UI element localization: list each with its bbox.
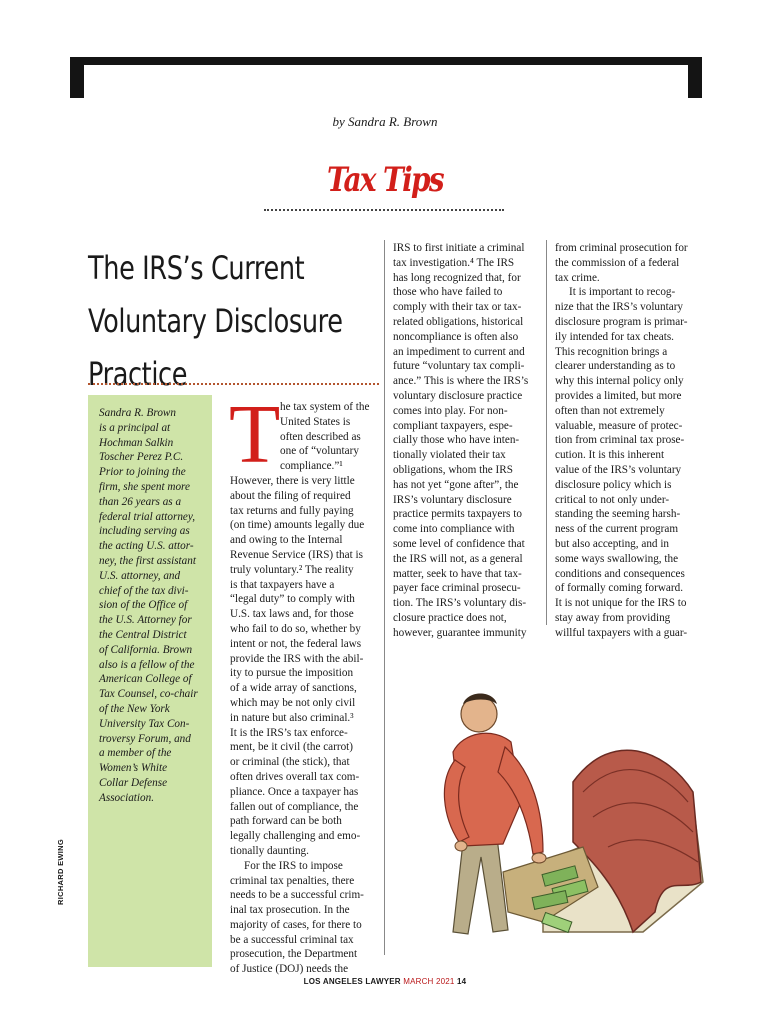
article-headline xyxy=(88,242,343,401)
byline: by Sandra R. Brown xyxy=(332,114,438,129)
text-line: ity to pursue the imposition xyxy=(230,667,354,680)
text-line: provides a limited, but more xyxy=(555,389,682,402)
text-line: compliant taxpayers, espe- xyxy=(393,419,513,432)
text-line: “legal duty” to comply with xyxy=(230,593,355,606)
text-line: U.S. tax laws and, for those xyxy=(230,608,354,621)
text-line: Hochman Salkin xyxy=(99,436,174,449)
text-line: chief of the tax divi- xyxy=(99,584,189,597)
text-line: obligations, whom the IRS xyxy=(393,463,513,476)
text-line: critical to not only under- xyxy=(555,493,670,506)
text-line: he tax system of the xyxy=(280,401,370,413)
author-bio xyxy=(99,406,211,806)
text-line: It is the IRS’s tax enforce- xyxy=(230,726,348,739)
text-line: American College of xyxy=(99,673,192,686)
headline-line: Practice xyxy=(88,355,188,393)
text-line: IRS’s voluntary disclosure xyxy=(393,493,512,506)
text-line: troversy Forum, and xyxy=(99,732,191,745)
text-line: criminal tax penalties, there xyxy=(230,874,355,887)
text-line: voluntary disclosure practice xyxy=(393,389,523,402)
text-line: tionally daunting. xyxy=(230,844,309,857)
text-line: valuable, measure of protec- xyxy=(555,419,683,432)
text-line: Revenue Service (IRS) that is xyxy=(230,548,363,561)
text-line: of formally coming forward. xyxy=(555,582,683,595)
text-line: the commission of a federal xyxy=(555,256,680,269)
text-line: tax investigation.⁴ The IRS xyxy=(393,256,515,269)
text-line: of a wide array of sanctions, xyxy=(230,682,357,695)
text-line: comes into play. For non- xyxy=(393,404,508,417)
text-line: the Central District xyxy=(99,628,187,641)
text-line: cially those who have inten- xyxy=(393,434,520,447)
text-line: This recognition brings a xyxy=(555,345,668,358)
column-name: Tax Tips xyxy=(327,160,443,200)
page-footer xyxy=(250,977,520,986)
text-line: Prior to joining the xyxy=(99,466,186,479)
text-line: practice permits taxpayers to xyxy=(393,508,522,521)
text-line: majority of cases, for there to xyxy=(230,918,362,931)
text-line: often drives overall tax com- xyxy=(230,770,360,783)
text-line: clearer understanding as to xyxy=(555,360,676,373)
text-line: U.S. attorney, and xyxy=(99,569,181,582)
text-line: but also accepting, and in xyxy=(555,537,670,550)
text-line: IRS to first initiate a criminal xyxy=(393,242,525,254)
text-line: matter, seek to have that tax- xyxy=(393,567,522,580)
body-column-3 xyxy=(555,241,705,641)
text-line: closure practice does not, xyxy=(393,611,507,624)
text-line: conditions and consequences xyxy=(555,567,685,580)
text-line: an impediment to current and xyxy=(393,345,525,358)
text-line: in nature but also criminal.³ xyxy=(230,711,354,724)
text-line: has long recognized that, for xyxy=(393,271,521,284)
text-line: willful taxpayers with a guar- xyxy=(555,626,688,639)
text-line: pliance. Once a taxpayer has xyxy=(230,785,359,798)
text-line: is that taxpayers have a xyxy=(230,578,335,591)
text-line: noncompliance is often also xyxy=(393,330,519,343)
text-line: cution. It is this inherent xyxy=(555,449,665,462)
man-legs xyxy=(453,837,508,934)
text-line: ney, the first assistant xyxy=(99,554,196,567)
text-line: including serving as xyxy=(99,525,190,538)
text-line: comply with their tax or tax- xyxy=(393,301,522,314)
text-line: future “voluntary tax compli- xyxy=(393,360,525,373)
text-line: ness of the current program xyxy=(555,523,679,536)
footer-publication: LOS ANGELES LAWYER xyxy=(303,977,401,986)
headline-divider xyxy=(88,383,379,385)
text-line: the U.S. Attorney for xyxy=(99,614,192,627)
text-line: truly voluntary.² The reality xyxy=(230,563,354,576)
text-line: a member of the xyxy=(99,747,172,760)
text-line: prosecution, the Department xyxy=(230,948,358,961)
text-line: ance.” This is where the IRS’s xyxy=(393,375,529,388)
text-line: is a principal at xyxy=(99,421,171,434)
text-line: ily intended for tax cheats. xyxy=(555,330,674,343)
text-line: of California. Brown xyxy=(99,643,193,656)
text-line: nize that the IRS’s voluntary xyxy=(555,301,684,314)
drop-cap: T xyxy=(229,388,281,481)
text-line: one of “voluntary xyxy=(280,445,359,458)
text-line: United States is xyxy=(280,415,351,428)
text-line: (on time) amounts legally due xyxy=(230,519,365,532)
text-line: disclosure program is primar- xyxy=(555,315,688,328)
top-bracket-left xyxy=(70,57,84,98)
text-line: Toscher Perez P.C. xyxy=(99,451,184,464)
text-line: fallen out of compliance, the xyxy=(230,800,359,813)
text-line: also is a fellow of the xyxy=(99,658,195,671)
text-line: value of the IRS’s voluntary xyxy=(555,463,682,476)
text-line: which may be not only civil xyxy=(230,696,356,709)
text-line: tax returns and fully paying xyxy=(230,504,354,517)
footer-page-number: 14 xyxy=(457,977,467,986)
top-bracket-right xyxy=(688,57,702,98)
text-line: however, guarantee immunity xyxy=(393,626,527,639)
text-line: intent or not, the federal laws xyxy=(230,637,362,650)
text-line: tion from criminal tax prose- xyxy=(555,434,685,447)
text-line: has not yet “gone after”, the xyxy=(393,478,519,491)
top-bracket-bar xyxy=(70,57,702,65)
illustration-credit: RICHARD EWING xyxy=(56,839,65,905)
text-line: be a successful criminal tax xyxy=(230,933,354,946)
text-line: tionally violated their tax xyxy=(393,449,506,462)
text-line: Collar Defense xyxy=(99,776,168,789)
text-line: tax crime. xyxy=(555,271,600,284)
text-line: the acting U.S. attor- xyxy=(99,540,194,553)
text-line: payer face criminal prosecu- xyxy=(393,582,521,595)
headline-line: The IRS’s Current xyxy=(88,249,305,287)
body-column-2 xyxy=(393,241,543,641)
text-line: come into compliance with xyxy=(393,523,515,536)
text-line: or criminal (the stick), that xyxy=(230,756,350,769)
text-line: federal trial attorney, xyxy=(99,510,196,523)
text-line: of Justice (DOJ) needs the xyxy=(230,963,349,976)
text-line: Sandra R. Brown xyxy=(99,407,176,419)
column-rule xyxy=(546,240,547,625)
text-line: some level of confidence that xyxy=(393,537,525,550)
footer-date: MARCH 2021 xyxy=(403,977,455,986)
text-line: inal tax prosecution. In the xyxy=(230,904,350,917)
text-line: provide the IRS with the abil- xyxy=(230,652,364,665)
text-line: path forward can be both xyxy=(230,815,342,828)
illustration-man-hiding-money xyxy=(393,632,705,952)
text-line: the IRS will not, as a general xyxy=(393,552,523,565)
text-line: standing the seeming harsh- xyxy=(555,508,681,521)
column-name-divider xyxy=(264,209,504,211)
text-line: For the IRS to impose xyxy=(244,859,343,872)
text-line: It is not unique for the IRS to xyxy=(555,597,687,610)
text-line: needs to be a successful crim- xyxy=(230,889,364,902)
text-line: about the filing of required xyxy=(230,489,351,502)
text-line: than 26 years as a xyxy=(99,495,182,508)
text-line: often described as xyxy=(280,430,361,443)
text-line: University Tax Con- xyxy=(99,717,190,730)
text-line: of the New York xyxy=(99,702,170,715)
text-line: ment, be it civil (the carrot) xyxy=(230,741,354,754)
text-line: why this internal policy only xyxy=(555,375,684,388)
headline-line: Voluntary Disclosure xyxy=(88,302,343,340)
text-line: compliance.”¹ xyxy=(280,460,343,473)
text-line: Association. xyxy=(99,791,155,804)
text-line: stay away from providing xyxy=(555,611,671,624)
text-line: firm, she spent more xyxy=(99,480,190,493)
text-line: disclosure policy which is xyxy=(555,478,672,491)
text-line: and owing to the Internal xyxy=(230,534,343,547)
text-line: tion. The IRS’s voluntary dis- xyxy=(393,597,527,610)
text-line: some ways swallowing, the xyxy=(555,552,679,565)
text-line: Tax Counsel, co-chair xyxy=(99,688,198,701)
text-line: those who have failed to xyxy=(393,286,503,299)
body-column-1 xyxy=(229,388,380,977)
text-line: It is important to recog- xyxy=(569,286,676,299)
text-line: related obligations, historical xyxy=(393,315,524,328)
text-line: sion of the Office of xyxy=(99,599,188,612)
text-line: from criminal prosecution for xyxy=(555,242,688,254)
column-rule xyxy=(384,240,385,955)
text-line: often than not extremely xyxy=(555,404,665,417)
text-line: who fail to do so, whether by xyxy=(230,622,361,635)
text-line: However, there is very little xyxy=(230,474,355,487)
text-line: Women’s White xyxy=(99,762,168,775)
text-line: legally challenging and emo- xyxy=(230,830,361,843)
